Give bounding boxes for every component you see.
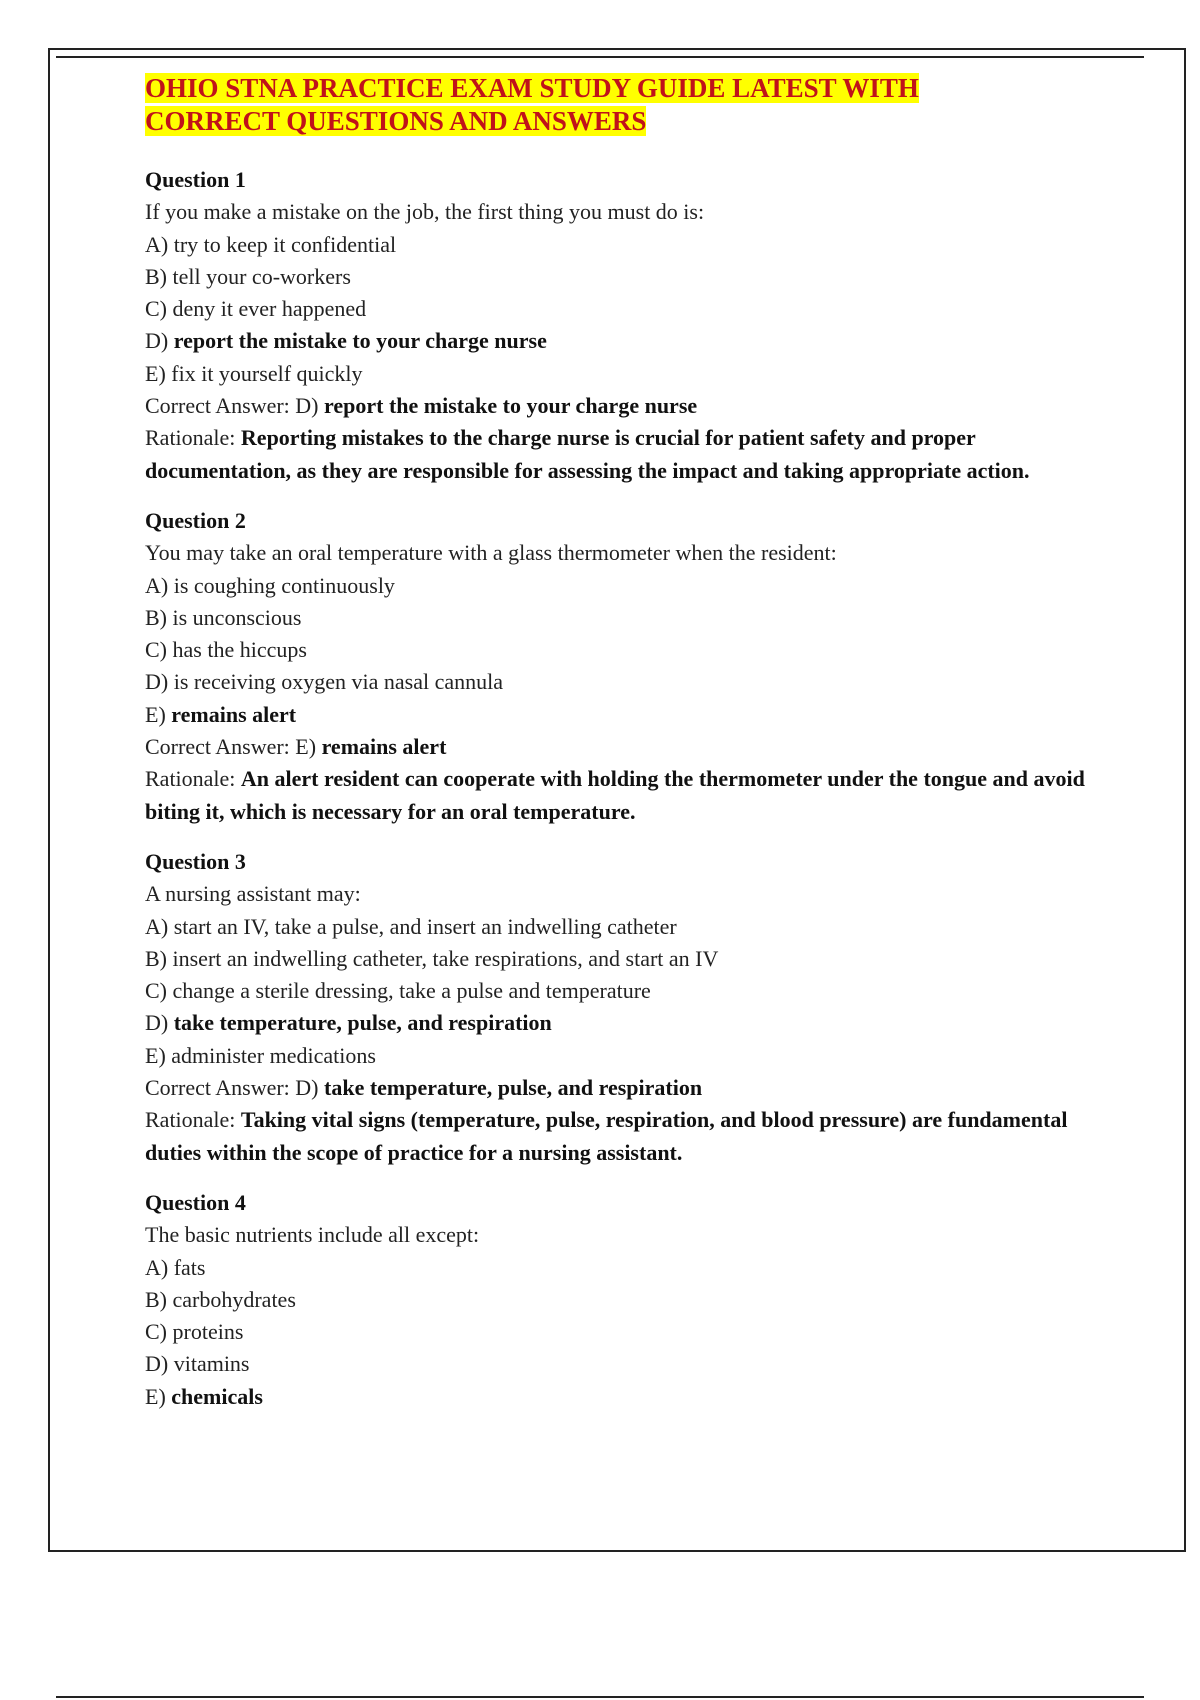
question-prompt: The basic nutrients include all except: [145, 1222, 480, 1248]
correct-answer-label: Correct Answer: E) [145, 734, 317, 760]
option-text: fats [173, 1254, 206, 1280]
option-text: tell your co-workers [172, 263, 351, 289]
option-b [145, 602, 1105, 634]
rationale-text: Taking vital signs (temperature, pulse, respiration, and blood pressure) are fundamental duties within the scope of practice for a nursing assistant. [145, 1107, 1068, 1165]
option-e [145, 1040, 1105, 1072]
rationale [145, 763, 1105, 828]
option-a [145, 911, 1105, 943]
option-a [145, 229, 1105, 261]
question-4 [145, 1187, 1105, 1413]
rationale [145, 1104, 1105, 1169]
option-e [145, 1381, 1105, 1413]
option-letter: E) [145, 1383, 166, 1409]
option-b [145, 261, 1105, 293]
option-c [145, 975, 1105, 1007]
option-letter: A) [145, 1254, 169, 1280]
option-d [145, 1348, 1105, 1380]
option-letter: C) [145, 1319, 167, 1345]
option-text: is unconscious [172, 604, 302, 630]
option-text: take temperature, pulse, and respiration [173, 1010, 552, 1036]
rationale-text: An alert resident can cooperate with holding the thermometer under the tongue and avoid biting it, which is necessary for an oral temperature. [145, 766, 1085, 824]
option-letter: D) [145, 1010, 169, 1036]
top-divider [56, 56, 1144, 58]
correct-answer-label: Correct Answer: D) [145, 393, 319, 419]
option-letter: E) [145, 701, 166, 727]
option-letter: C) [145, 637, 167, 663]
option-b [145, 1284, 1105, 1316]
correct-answer [145, 731, 1105, 763]
option-c [145, 1316, 1105, 1348]
option-letter: D) [145, 669, 169, 695]
question-prompt: A nursing assistant may: [145, 881, 361, 907]
option-text: try to keep it confidential [173, 231, 397, 257]
option-e [145, 699, 1105, 731]
option-text: is receiving oxygen via nasal cannula [173, 669, 503, 695]
option-letter: B) [145, 945, 167, 971]
document-title [145, 72, 1105, 138]
option-letter: E) [145, 1042, 166, 1068]
question-3 [145, 846, 1105, 1169]
question-1 [145, 164, 1105, 487]
option-text: has the hiccups [172, 637, 307, 663]
rationale-label: Rationale: [145, 425, 236, 451]
option-letter: C) [145, 978, 167, 1004]
title-line-2: CORRECT QUESTIONS AND ANSWERS [145, 106, 647, 136]
document-body [145, 72, 1105, 1431]
option-text: vitamins [173, 1351, 250, 1377]
option-text: remains alert [171, 701, 297, 727]
question-heading: Question 4 [145, 1189, 246, 1215]
option-letter: A) [145, 913, 169, 939]
option-text: chemicals [171, 1383, 263, 1409]
option-letter: E) [145, 360, 166, 386]
option-letter: D) [145, 1351, 169, 1377]
option-text: report the mistake to your charge nurse [173, 328, 547, 354]
option-b [145, 943, 1105, 975]
rationale-label: Rationale: [145, 1107, 236, 1133]
rationale-label: Rationale: [145, 766, 236, 792]
correct-answer [145, 390, 1105, 422]
option-d [145, 666, 1105, 698]
option-c [145, 293, 1105, 325]
question-prompt: You may take an oral temperature with a glass thermometer when the resident: [145, 540, 837, 566]
correct-answer-text: report the mistake to your charge nurse [324, 393, 698, 419]
option-d [145, 325, 1105, 357]
title-line-1: OHIO STNA PRACTICE EXAM STUDY GUIDE LATEST WITH [145, 73, 919, 103]
question-prompt: If you make a mistake on the job, the first thing you must do is: [145, 199, 705, 225]
rationale [145, 422, 1105, 487]
correct-answer-text: remains alert [321, 734, 447, 760]
option-text: is coughing continuously [173, 572, 395, 598]
option-text: start an IV, take a pulse, and insert an indwelling catheter [173, 913, 677, 939]
option-letter: A) [145, 572, 169, 598]
option-letter: B) [145, 263, 167, 289]
option-text: deny it ever happened [172, 296, 367, 322]
option-letter: B) [145, 604, 167, 630]
option-letter: B) [145, 1286, 167, 1312]
option-c [145, 634, 1105, 666]
option-text: fix it yourself quickly [171, 360, 363, 386]
option-a [145, 570, 1105, 602]
question-2 [145, 505, 1105, 828]
option-e [145, 358, 1105, 390]
correct-answer-text: take temperature, pulse, and respiration [324, 1075, 703, 1101]
option-text: insert an indwelling catheter, take respirations, and start an IV [172, 945, 719, 971]
option-a [145, 1252, 1105, 1284]
option-text: change a sterile dressing, take a pulse and temperature [172, 978, 651, 1004]
option-text: proteins [172, 1319, 244, 1345]
correct-answer [145, 1072, 1105, 1104]
option-letter: D) [145, 328, 169, 354]
bottom-divider [56, 1696, 1144, 1698]
option-letter: A) [145, 231, 169, 257]
question-heading: Question 2 [145, 507, 246, 533]
rationale-text: Reporting mistakes to the charge nurse is crucial for patient safety and proper documentation, as they are responsible for assessing the impact and taking appropriate action. [145, 425, 1030, 483]
option-d [145, 1007, 1105, 1039]
question-heading: Question 1 [145, 167, 246, 192]
option-text: administer medications [171, 1042, 376, 1068]
correct-answer-label: Correct Answer: D) [145, 1075, 319, 1101]
option-text: carbohydrates [172, 1286, 296, 1312]
option-letter: C) [145, 296, 167, 322]
question-heading: Question 3 [145, 848, 246, 874]
